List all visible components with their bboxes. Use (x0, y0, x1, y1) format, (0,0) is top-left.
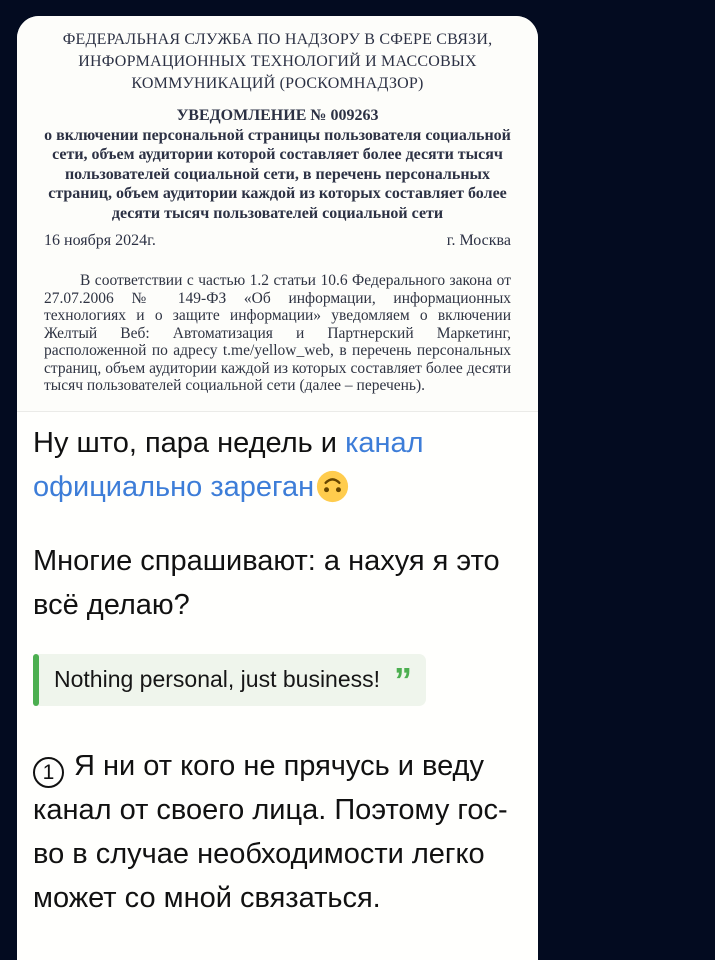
document-meta-row (44, 232, 511, 250)
document-notice-title: УВЕДОМЛЕНИЕ № 009263 (176, 107, 379, 124)
paragraph-3-text: Я ни от кого не прячусь и веду канал от своего лица. Поэтому гос-во в случае необходимости легко может со мной связаться. (33, 749, 508, 914)
circled-one-icon (33, 757, 64, 788)
document-agency-line: ИНФОРМАЦИОННЫХ ТЕХНОЛОГИЙ И МАССОВЫХ (78, 53, 477, 70)
document-agency-line: ФЕДЕРАЛЬНАЯ СЛУЖБА ПО НАДЗОРУ В СФЕРЕ СВЯЗИ, (62, 31, 493, 48)
paragraph-1-plain-text: Ну што, пара недель и (33, 426, 346, 459)
message-paragraph-3 (33, 744, 522, 921)
document-date: 16 ноября 2024г. (44, 232, 156, 249)
quote-accent-bar (33, 654, 39, 706)
quote-block (33, 654, 426, 706)
document-agency-header (44, 29, 511, 95)
document-photo[interactable] (17, 16, 538, 412)
message-text-area (17, 421, 538, 921)
message-paragraph-2: Многие спрашивают: а нахуя я это всё делаю? (33, 544, 500, 621)
channel-registered-link[interactable]: канал официально зареган (33, 426, 424, 503)
message-paragraph-1 (33, 421, 522, 509)
document-city: г. Москва (446, 232, 511, 249)
document-body-text: В соответствии с частью 1.2 статьи 10.6 Федерального закона от 27.07.2006 № 149-ФЗ «Об информации, информационных технологиях и о защите информации» уведомляем о включении Желтый Веб: Автоматизация и Партнерский Маркетинг, расположенной по адресу t.me/yellow_web, в перечень персональных страниц, объем аудитории каждой из которых составляет более десяти тысяч пользователей социальной сети (далее – перечень). (44, 272, 511, 394)
upside-down-face-emoji (316, 470, 349, 503)
quote-text: Nothing personal, just business! (54, 665, 381, 692)
document-notice-subtitle: о включении персональной страницы пользователя социальной сети, объем аудитории которой составляет более десяти тысяч пользователей социальной сети, в перечень персональных страниц, объем аудитории каждой из которых составляет более десяти тысяч пользователей социальной сети (44, 126, 511, 222)
quote-mark-icon: ” (394, 659, 411, 701)
message-bubble (17, 16, 538, 960)
document-agency-line: КОММУНИКАЦИЙ (РОСКОМНАДЗОР) (131, 75, 424, 92)
circled-one-digit: 1 (42, 760, 55, 784)
